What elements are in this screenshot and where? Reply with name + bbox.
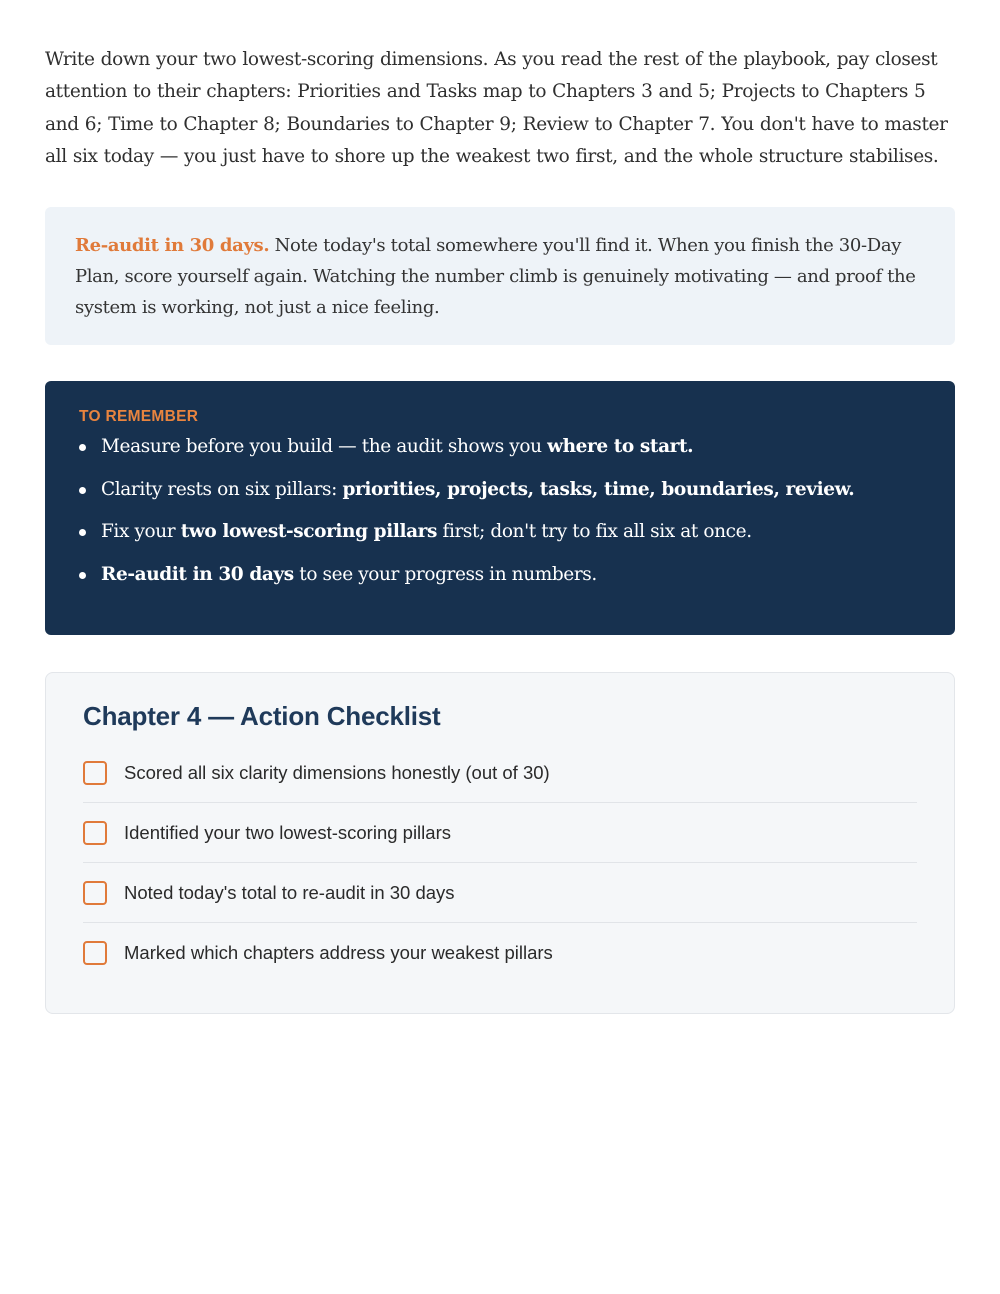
remember-item — [79, 560, 921, 590]
callout-body: Note today's total somewhere you'll find it. When you finish the 30-Day Plan, score yourself again. Watching the number climb is genuinely motivating — and proof the system is working, not just a nice feeling. — [75, 235, 916, 319]
checkbox[interactable] — [83, 821, 107, 845]
callout-lead: Re-audit in 30 days. — [75, 235, 270, 257]
remember-item-text: Measure before you build — the audit shows you — [101, 436, 548, 458]
remember-item — [79, 432, 921, 462]
checklist-item-label: Noted today's total to re-audit in 30 days — [124, 882, 455, 904]
bullet-icon — [79, 572, 86, 579]
checklist-item[interactable] — [83, 804, 917, 863]
checklist-title: Chapter 4 — Action Checklist — [83, 701, 441, 732]
bullet-icon — [79, 487, 86, 494]
re-audit-callout — [45, 207, 955, 345]
intro-paragraph: Write down your two lowest-scoring dimensions. As you read the rest of the playbook, pay closest attention to their chapters: Priorities and Tasks map to Chapters 3 and 5; Projects to Chapters 5 and 6; Time to Chapter 8; Boundaries to Chapter 9; Review to Chapter 7. You don't have to master all six today — you just have to shore up the weakest two first, and the whole structure stabilises. — [45, 49, 948, 167]
checkbox[interactable] — [83, 881, 107, 905]
to-remember-title: TO REMEMBER — [79, 408, 199, 426]
checkbox[interactable] — [83, 761, 107, 785]
remember-item-text: Clarity rests on six pillars: — [101, 478, 343, 500]
remember-item-text: Fix your — [101, 521, 181, 543]
bullet-icon — [79, 444, 86, 451]
checkbox[interactable] — [83, 941, 107, 965]
bullet-icon — [79, 529, 86, 536]
checklist-item[interactable] — [83, 864, 917, 923]
checklist-item-label: Identified your two lowest-scoring pillars — [124, 822, 451, 844]
remember-item — [79, 475, 921, 505]
action-checklist — [45, 672, 955, 1014]
remember-item-emphasis: priorities, projects, tasks, time, boundaries, review. — [342, 478, 855, 500]
checklist-item[interactable] — [83, 924, 917, 982]
checklist-item-label: Marked which chapters address your weakest pillars — [124, 942, 553, 964]
remember-item-emphasis: where to start. — [547, 436, 694, 458]
remember-item-emphasis: Re-audit in 30 days — [101, 563, 294, 585]
remember-list — [79, 432, 921, 590]
remember-item-emphasis: two lowest-scoring pillars — [180, 521, 438, 543]
to-remember-panel — [45, 381, 955, 635]
checklist-item-label: Scored all six clarity dimensions honestly (out of 30) — [124, 762, 550, 784]
remember-item-text: to see your progress in numbers. — [293, 563, 597, 585]
remember-item-text: first; don't try to fix all six at once. — [437, 521, 752, 543]
page-content — [45, 44, 955, 1014]
checklist-item[interactable] — [83, 744, 917, 803]
remember-item — [79, 517, 921, 547]
